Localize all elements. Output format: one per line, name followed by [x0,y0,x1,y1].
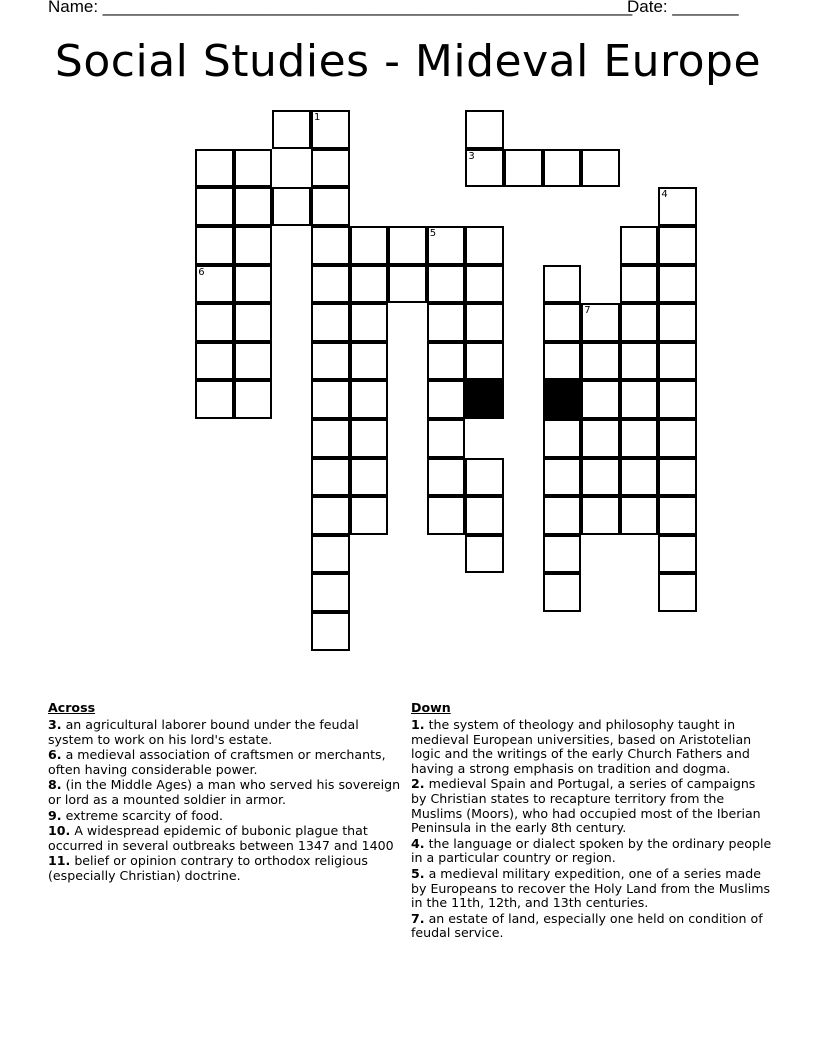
across-clue [48,718,408,747]
crossword-cell[interactable] [658,458,697,497]
clue-text: a medieval association of craftsmen or merchants, often having considerable power. [48,747,386,777]
clue-text: the system of theology and philosophy taught in medieval European universities, based on Aristotelian logic and the writings of the early Church Fathers and having a strong emphasis on tradition and dogma. [411,717,752,776]
crossword-cell[interactable] [427,342,466,381]
crossword-cell[interactable] [350,226,389,265]
crossword-block [543,380,582,419]
crossword-cell[interactable] [543,419,582,458]
crossword-cell[interactable] [311,303,350,342]
crossword-cell[interactable] [350,303,389,342]
clue-number: 4. [411,835,425,851]
crossword-cell[interactable] [311,265,350,304]
crossword-cell[interactable] [543,149,582,188]
clue-number: 5. [411,865,425,881]
crossword-cell[interactable] [427,380,466,419]
page-title: Social Studies - Mideval Europe [54,36,762,87]
crossword-cell[interactable] [350,380,389,419]
clue-text: medieval Spain and Portugal, a series of campaigns by Christian states to recapture territory from the Muslims (Moors), who had occupied most of the Iberian Peninsula in the early 8th century. [411,776,761,836]
crossword-cell[interactable] [311,458,350,497]
crossword-cell[interactable] [234,265,273,304]
across-clue [48,778,408,807]
across-clue [48,824,408,853]
crossword-cell[interactable] [234,187,273,226]
crossword-cell[interactable] [543,458,582,497]
crossword-cell[interactable] [427,226,466,265]
crossword-cell[interactable] [465,458,504,497]
down-clue [411,837,773,866]
crossword-cell[interactable] [543,573,582,612]
crossword-cell[interactable] [658,187,697,226]
crossword-cell[interactable] [311,342,350,381]
clue-number: 7. [411,910,425,926]
crossword-cell[interactable] [620,265,659,304]
clue-number: 9. [48,807,62,823]
clue-number: 10. [48,823,71,839]
crossword-cell[interactable] [620,303,659,342]
crossword-cell[interactable] [581,342,620,381]
across-heading: Across [48,700,96,715]
crossword-cell[interactable] [581,380,620,419]
clue-number: 4 [661,189,668,201]
crossword-cell[interactable] [311,149,350,188]
across-clues [48,700,408,885]
crossword-cell[interactable] [658,496,697,535]
clue-number: 11. [48,853,71,869]
down-clue [411,718,773,776]
crossword-cell[interactable] [234,303,273,342]
clue-number: 3. [48,717,62,732]
crossword-cell[interactable] [543,265,582,304]
clue-number: 1 [314,112,321,124]
crossword-cell[interactable] [620,380,659,419]
crossword-cell[interactable] [311,419,350,458]
date-field-label: Date: _______ [627,0,739,16]
crossword-cell[interactable] [311,535,350,574]
crossword-cell[interactable] [581,458,620,497]
clue-text: an agricultural laborer bound under the feudal system to work on his lord's estate. [48,717,359,747]
across-clue-list [48,718,408,884]
crossword-cell[interactable] [620,342,659,381]
crossword-cell[interactable] [311,226,350,265]
crossword-cell[interactable] [465,226,504,265]
crossword-cell[interactable] [658,535,697,574]
crossword-cell[interactable] [311,187,350,226]
clue-number: 6 [198,266,205,278]
crossword-cell[interactable] [658,226,697,265]
clue-number: 1. [411,717,425,732]
crossword-cell[interactable] [543,535,582,574]
down-clue [411,912,773,941]
crossword-cell[interactable] [581,419,620,458]
down-clues [411,700,773,942]
crossword-cell[interactable] [311,496,350,535]
crossword-cell[interactable] [465,110,504,149]
crossword-cell[interactable] [658,380,697,419]
clue-text: (in the Middle Ages) a man who served his sovereign or lord as a mounted soldier in armor. [48,777,401,807]
crossword-cell[interactable] [658,303,697,342]
crossword-cell[interactable] [658,342,697,381]
crossword-cell[interactable] [234,380,273,419]
down-clue [411,777,773,835]
crossword-cell[interactable] [427,303,466,342]
clue-number: 6. [48,747,62,763]
crossword-cell[interactable] [620,419,659,458]
crossword-cell[interactable] [543,303,582,342]
clue-text: extreme scarcity of food. [61,807,224,823]
crossword-cell[interactable] [195,380,234,419]
crossword-cell[interactable] [465,149,504,188]
crossword-cell[interactable] [388,226,427,265]
crossword-cell[interactable] [234,149,273,188]
crossword-cell[interactable] [195,265,234,304]
crossword-cell[interactable] [581,149,620,188]
crossword-cell[interactable] [195,226,234,265]
crossword-cell[interactable] [465,535,504,574]
crossword-cell[interactable] [465,342,504,381]
across-clue [48,854,408,883]
crossword-cell[interactable] [504,149,543,188]
crossword-cell[interactable] [350,265,389,304]
crossword-cell[interactable] [543,342,582,381]
crossword-cell[interactable] [427,496,466,535]
crossword-cell[interactable] [658,265,697,304]
down-heading: Down [411,700,451,715]
crossword-cell[interactable] [620,226,659,265]
crossword-cell[interactable] [465,303,504,342]
crossword-cell[interactable] [658,419,697,458]
clue-number: 5 [429,228,437,239]
down-clue [411,867,773,911]
crossword-cell[interactable] [620,458,659,497]
down-clue-list [411,718,773,941]
crossword-cell[interactable] [311,110,350,149]
crossword-cell[interactable] [388,265,427,304]
crossword-cell[interactable] [581,496,620,535]
clue-text: a medieval military expedition, one of a series made by Europeans to recover the Holy Land from the Muslims in the 11th, 12th, and 13th centuries. [411,865,771,911]
across-clue [48,809,408,824]
clue-number: 2. [411,776,425,792]
clue-number: 8. [48,777,62,793]
crossword-cell[interactable] [311,573,350,612]
crossword-cell[interactable] [465,265,504,304]
crossword-block [465,380,504,419]
name-field-label: Name: ________________________________________________________ [48,0,633,16]
crossword-cell[interactable] [234,342,273,381]
crossword-cell[interactable] [581,303,620,342]
crossword-cell[interactable] [272,110,311,149]
crossword-cell[interactable] [234,226,273,265]
clue-text: an estate of land, especially one held on condition of feudal service. [411,910,763,941]
clue-text: A widespread epidemic of bubonic plague that occurred in several outbreaks between 1347 and 1400 [48,823,394,853]
crossword-cell[interactable] [427,458,466,497]
crossword-cell[interactable] [195,149,234,188]
crossword-cell[interactable] [350,496,389,535]
clue-number: 7 [584,305,591,317]
crossword-cell[interactable] [543,496,582,535]
crossword-cell[interactable] [350,342,389,381]
crossword-cell[interactable] [658,573,697,612]
crossword-cell[interactable] [427,419,466,458]
crossword-cell[interactable] [272,187,311,226]
clue-text: belief or opinion contrary to orthodox religious (especially Christian) doctrine. [48,853,368,883]
crossword-cell[interactable] [465,496,504,535]
crossword-cell[interactable] [195,303,234,342]
crossword-cell[interactable] [350,458,389,497]
clue-number: 3 [468,150,475,162]
clue-text: the language or dialect spoken by the ordinary people in a particular country or region. [411,835,772,866]
crossword-cell[interactable] [620,496,659,535]
crossword-cell[interactable] [427,265,466,304]
crossword-cell[interactable] [350,419,389,458]
crossword-cell[interactable] [311,612,350,651]
crossword-cell[interactable] [195,342,234,381]
across-clue [48,748,408,777]
crossword-cell[interactable] [195,187,234,226]
crossword-cell[interactable] [311,380,350,419]
